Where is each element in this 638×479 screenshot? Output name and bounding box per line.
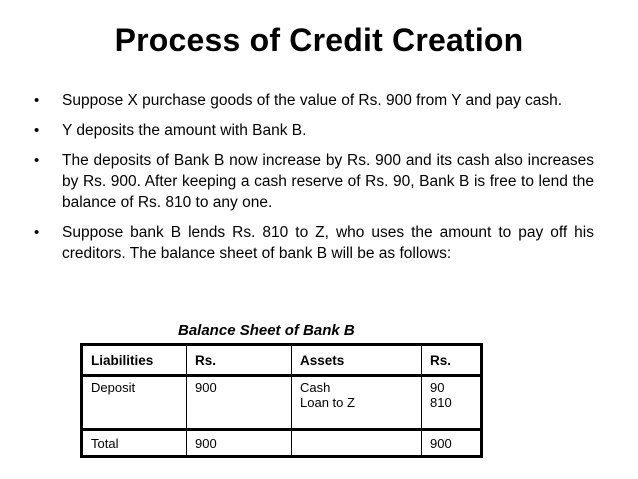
cell-total-empty [292, 430, 422, 457]
bullet-item [34, 90, 594, 111]
bullet-dot-icon: • [34, 92, 40, 109]
bullet-dot-icon: • [34, 224, 40, 241]
balance-sheet-caption: Balance Sheet of Bank B [178, 322, 355, 339]
bullet-item [34, 222, 594, 264]
cell-cash-value: 90 [430, 380, 445, 395]
bullet-dot-icon: • [34, 152, 40, 169]
table-row [82, 376, 482, 430]
bullet-text: The deposits of Bank B now increase by Rs. 900 and its cash also increases by Rs. 900. After keeping a cash reserve of Rs. 90, Bank B is free to lend the balance of Rs. 810 to any one. [62, 152, 594, 211]
cell-deposit-label: Deposit [82, 376, 187, 430]
cell-total-label: Total [82, 430, 187, 457]
balance-sheet-table [80, 343, 483, 458]
header-liabilities: Liabilities [82, 345, 187, 376]
table-total-row [82, 430, 482, 457]
bullet-list [34, 90, 594, 273]
header-assets-rs: Rs. [422, 345, 482, 376]
bullet-text: Suppose X purchase goods of the value of Rs. 900 from Y and pay cash. [62, 92, 563, 109]
cell-cash-label: Cash [300, 380, 331, 395]
bullet-dot-icon: • [34, 122, 40, 139]
cell-assets-values [422, 376, 482, 430]
bullet-text: Suppose bank B lends Rs. 810 to Z, who uses the amount to pay off his creditors. The balance sheet of bank B will be as follows: [62, 224, 594, 262]
cell-deposit-value: 900 [187, 376, 292, 430]
header-assets: Assets [292, 345, 422, 376]
slide-title: Process of Credit Creation [114, 22, 524, 58]
cell-liabilities-total: 900 [187, 430, 292, 457]
table-header-row [82, 345, 482, 376]
cell-loan-value: 810 [430, 395, 452, 410]
bullet-item [34, 150, 594, 213]
cell-assets-labels [292, 376, 422, 430]
bullet-item [34, 120, 594, 141]
header-liabilities-rs: Rs. [187, 345, 292, 376]
bullet-text: Y deposits the amount with Bank B. [62, 122, 307, 139]
cell-assets-total: 900 [422, 430, 482, 457]
cell-loan-label: Loan to Z [300, 395, 355, 410]
